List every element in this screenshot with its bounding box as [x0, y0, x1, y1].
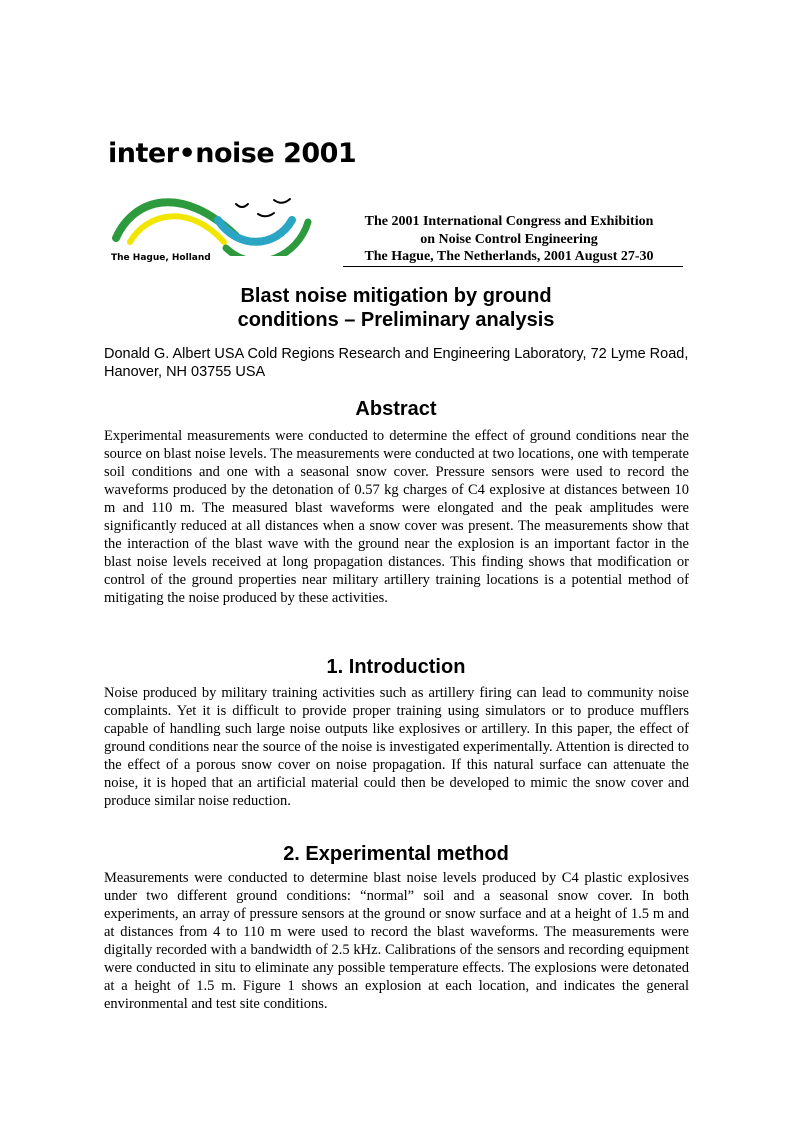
- conference-info: [336, 213, 682, 266]
- paper-title: [104, 284, 688, 332]
- experimental-method-heading: 2. Experimental method: [283, 843, 509, 865]
- header-divider: [343, 266, 683, 267]
- logo-location: The Hague, Holland: [111, 253, 211, 263]
- logo-wordmark: inter•noise 2001: [108, 138, 357, 169]
- conference-logo: [108, 138, 357, 268]
- conference-location-date: The Hague, The Netherlands, 2001 August 27-30: [364, 249, 654, 264]
- logo-yellow-wave: [130, 216, 224, 242]
- logo-blue-wave: [218, 220, 292, 242]
- conference-name: The 2001 International Congress and Exhibition: [364, 214, 654, 229]
- abstract-heading: Abstract: [355, 398, 437, 420]
- logo-smile-mark-2: [274, 199, 290, 203]
- author-affiliation: Donald G. Albert USA Cold Regions Research and Engineering Laboratory, 72 Lyme Road, Hanover, NH 03755 USA: [104, 346, 689, 380]
- paper-title-line-1: Blast noise mitigation by ground: [240, 285, 552, 307]
- logo-waves-graphic: [108, 186, 344, 256]
- conference-subtitle: on Noise Control Engineering: [420, 231, 598, 247]
- abstract-text: Experimental measurements were conducted to determine the effect of ground conditions near the source on blast noise levels. The measurements were conducted at two locations, one with temperate soil conditions and one with a seasonal snow cover. Pressure sensors were used to record the waveforms produced by the detonation of 0.57 kg charges of C4 explosive at distances between 10 m and 110 m. The measured blast waveforms were elongated and the peak amplitudes were significantly reduced at all distances when a snow cover was present. The measurements show that the interaction of the blast wave with the ground near the explosion is an important factor in the blast noise levels received at long propagation distances. This finding shows that modification or control of the ground properties near military artillery training locations is a potential method of mitigating the noise produced by these activities.: [104, 428, 689, 606]
- experimental-method-text: Measurements were conducted to determine blast noise levels produced by C4 plastic explosives under two different ground conditions: “normal” soil and a seasonal snow cover. In both experiments, an array of pressure sensors at the ground or snow surface and at a height of 1.5 m and at distances from 4 to 110 m were used to record the blast waveforms. The measurements were digitally recorded with a bandwidth of 2.5 kHz. Calibrations of the sensors and recording equipment were conducted in situ to eliminate any possible temperature effects. The explosions were detonated at a height of 1.5 m. Figure 1 shows an explosion at each location, and indicates the general environmental and test site conditions.: [104, 870, 689, 1012]
- logo-smile-mark-1: [236, 204, 248, 207]
- paper-title-line-2: conditions – Preliminary analysis: [237, 309, 555, 331]
- introduction-heading: 1. Introduction: [326, 656, 466, 678]
- logo-smile-mark-3: [258, 213, 274, 216]
- introduction-text: Noise produced by military training activities such as artillery firing can lead to community noise complaints. Yet it is difficult to provide proper training using simulators or to produce mufflers capable of handling such large noise outputs like explosives or artillery. In this paper, the effect of ground conditions near the source of the noise is investigated experimentally. Attention is directed to the effect of a porous snow cover on noise propagation. If this natural surface can attenuate the noise, it is hoped that an artificial material could then be developed to mimic the snow cover and produce similar noise reduction.: [104, 685, 689, 809]
